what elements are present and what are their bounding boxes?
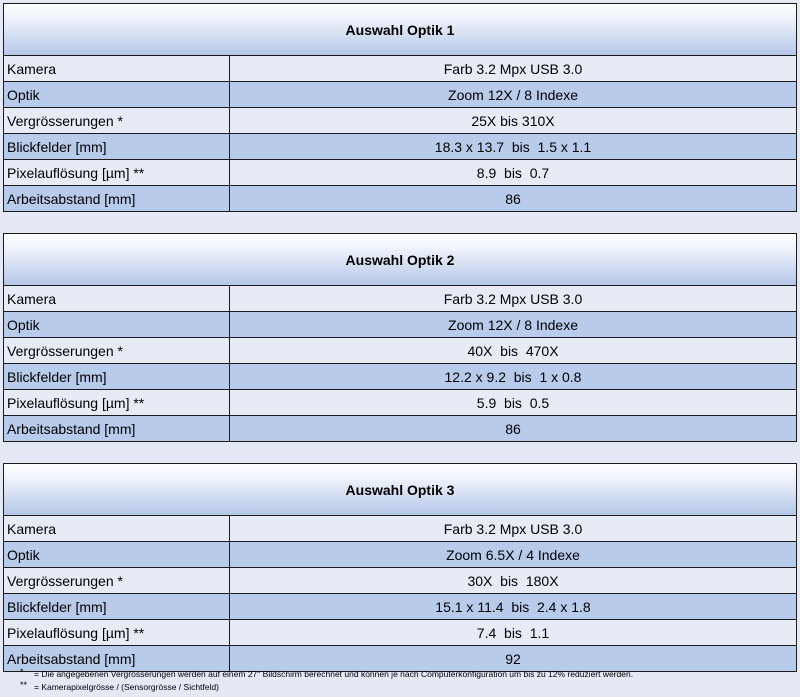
- row-value: Zoom 6.5X / 4 Indexe: [446, 546, 580, 563]
- row-label: Kamera: [4, 516, 230, 541]
- table-row: [4, 542, 796, 568]
- row-label: Vergrösserungen *: [4, 338, 230, 363]
- row-label: Arbeitsabstand [mm]: [4, 186, 230, 211]
- table-row: [4, 286, 796, 312]
- row-value: Zoom 12X / 8 Indexe: [448, 86, 578, 103]
- row-value: Farb 3.2 Mpx USB 3.0: [443, 520, 583, 537]
- table-row: [4, 594, 796, 620]
- table-row: [4, 134, 796, 160]
- row-label: Pixelauflösung [µm] **: [4, 620, 230, 645]
- table-row: [4, 364, 796, 390]
- row-label: Kamera: [4, 286, 230, 311]
- row-label: Blickfelder [mm]: [4, 364, 230, 389]
- table-row: [4, 416, 796, 441]
- table-row: [4, 646, 796, 671]
- row-label: Optik: [4, 542, 230, 567]
- footnote-pixel-resolution: [20, 680, 219, 692]
- row-value: Zoom 12X / 8 Indexe: [448, 316, 578, 333]
- table-title: Auswahl Optik 1: [4, 4, 796, 56]
- optik-table-2: [3, 233, 797, 442]
- row-label: Pixelauflösung [µm] **: [4, 390, 230, 415]
- optik-table-3: [3, 463, 797, 672]
- footnote-text: = Die angegebenen Vergrösserungen werden auf einem 27" Bildschirm berechnet und können je nach Computerkonfiguration um bis zu 12% reduziert werden.: [34, 669, 634, 679]
- row-value: 18.3 x 13.7 bis 1.5 x 1.1: [434, 138, 592, 155]
- row-label: Vergrösserungen *: [4, 568, 230, 593]
- row-label: Optik: [4, 82, 230, 107]
- row-value: Farb 3.2 Mpx USB 3.0: [443, 60, 583, 77]
- table-title: Auswahl Optik 2: [4, 234, 796, 286]
- table-row: [4, 108, 796, 134]
- row-value: 40X bis 470X: [467, 342, 559, 359]
- row-value: 5.9 bis 0.5: [476, 394, 550, 411]
- row-label: Arbeitsabstand [mm]: [4, 416, 230, 441]
- table-row: [4, 312, 796, 338]
- row-label: Arbeitsabstand [mm]: [4, 646, 230, 671]
- footnote-text: = Kamerapixelgrösse / (Sensorgrösse / Sichtfeld): [34, 682, 219, 692]
- row-value: 92: [505, 650, 521, 667]
- table-row: [4, 516, 796, 542]
- optik-table-1: [3, 3, 797, 212]
- row-label: Pixelauflösung [µm] **: [4, 160, 230, 185]
- footnote-mark: *: [20, 667, 24, 677]
- row-label: Vergrösserungen *: [4, 108, 230, 133]
- row-value: 8.9 bis 0.7: [476, 164, 550, 181]
- footnote-magnification: [20, 667, 634, 679]
- table-row: [4, 186, 796, 211]
- row-label: Blickfelder [mm]: [4, 594, 230, 619]
- table-row: [4, 56, 796, 82]
- row-value: 30X bis 180X: [467, 572, 559, 589]
- table-row: [4, 568, 796, 594]
- row-label: Optik: [4, 312, 230, 337]
- row-label: Blickfelder [mm]: [4, 134, 230, 159]
- table-row: [4, 620, 796, 646]
- row-value: 12.2 x 9.2 bis 1 x 0.8: [444, 368, 582, 385]
- footnote-mark: **: [20, 680, 28, 690]
- table-title: Auswahl Optik 3: [4, 464, 796, 516]
- table-row: [4, 338, 796, 364]
- row-value: Farb 3.2 Mpx USB 3.0: [443, 290, 583, 307]
- row-value: 7.4 bis 1.1: [476, 624, 550, 641]
- row-value: 86: [505, 190, 521, 207]
- row-value: 25X bis 310X: [471, 112, 555, 129]
- table-row: [4, 82, 796, 108]
- table-row: [4, 390, 796, 416]
- row-label: Kamera: [4, 56, 230, 81]
- table-row: [4, 160, 796, 186]
- row-value: 86: [505, 420, 521, 437]
- row-value: 15.1 x 11.4 bis 2.4 x 1.8: [435, 598, 591, 615]
